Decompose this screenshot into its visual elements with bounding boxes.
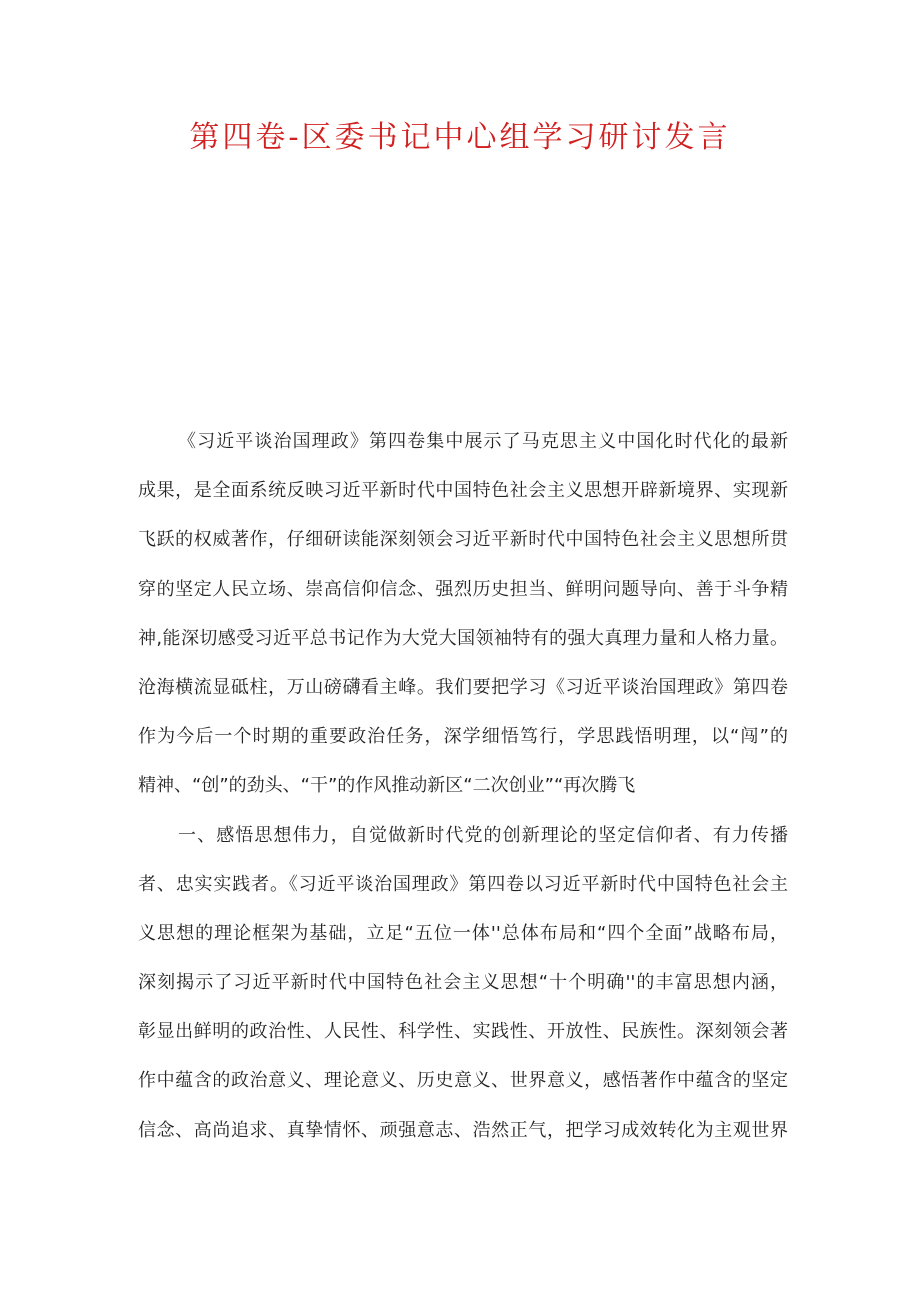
paragraph-2-line-4: 深刻揭示了习近平新时代中国特色社会主义思想“十个明确''的丰富思想内涵，: [138, 972, 788, 994]
paragraph-1-line-2: 成果，是全面系统反映习近平新时代中国特色社会主义思想开辟新境界、实现新: [138, 480, 788, 502]
paragraph-2-line-6: 作中蕴含的政治意义、理论意义、历史意义、世界意义，感悟著作中蕴含的坚定: [138, 1070, 788, 1092]
paragraph-1-line-1: 《习近平谈治国理政》第四卷集中展示了马克思主义中国化时代化的最新: [178, 431, 788, 452]
paragraph-1-line-8: 精神、“创”的劲头、“干”的作风推动新区“二次创业”“再次腾飞: [138, 775, 636, 797]
paragraph-2-line-3: 义思想的理论框架为基础，立足“五位一体''总体布局和“四个全面”战略布局，: [138, 922, 788, 944]
paragraph-2-line-7: 信念、高尚追求、真挚情怀、顽强意志、浩然正气，把学习成效转化为主观世界: [138, 1119, 788, 1141]
paragraph-1-line-7: 作为今后一个时期的重要政治任务，深学细悟笃行，学思践悟明理，以“闯”的: [138, 726, 788, 748]
paragraph-2-line-2: 者、忠实实践者。《习近平谈治国理政》第四卷以习近平新时代中国特色社会主: [138, 873, 788, 895]
paragraph-1-line-5: 神,能深切感受习近平总书记作为大党大国领袖特有的强大真理力量和人格力量。: [138, 627, 788, 649]
paragraph-1-line-3: 飞跃的权威著作，仔细研读能深刻领会习近平新时代中国特色社会主义思想所贯: [138, 529, 788, 551]
paragraph-2-line-5: 彰显出鲜明的政治性、人民性、科学性、实践性、开放性、民族性。深刻领会著: [138, 1021, 788, 1043]
document-title: 第四卷-区委书记中心组学习研讨发言: [189, 120, 731, 155]
paragraph-1-line-4: 穿的坚定人民立场、崇高信仰信念、强烈历史担当、鲜明问题导向、善于斗争精: [138, 578, 788, 600]
paragraph-1-line-6: 沧海横流显砥柱，万山磅礴看主峰。我们要把学习《习近平谈治国理政》第四卷: [138, 676, 788, 698]
document-body: [138, 426, 788, 1164]
paragraph-2-line-1: 一、感悟思想伟力，自觉做新时代党的创新理论的坚定信仰者、有力传播: [178, 824, 788, 846]
